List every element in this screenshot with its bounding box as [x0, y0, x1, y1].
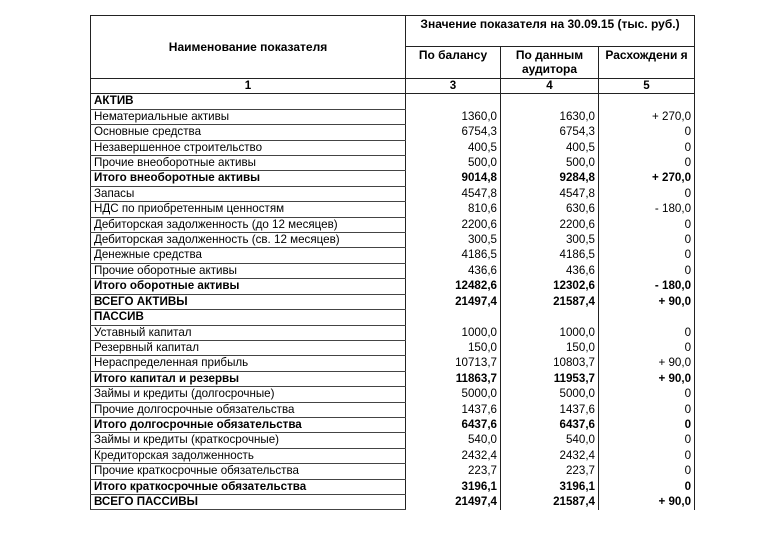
table-row	[91, 279, 695, 294]
row-name: Денежные средства	[91, 248, 406, 263]
row-auditor	[501, 310, 599, 325]
row-name: Дебиторская задолженность (до 12 месяцев)	[91, 217, 406, 232]
row-balance: 4186,5	[406, 248, 501, 263]
row-auditor: 540,0	[501, 433, 599, 448]
balance-comparison-table	[90, 15, 695, 510]
row-auditor: 11953,7	[501, 371, 599, 386]
table-row	[91, 186, 695, 201]
row-auditor: 21587,4	[501, 294, 599, 309]
row-discrepancy: + 270,0	[599, 109, 695, 124]
header-indicator-name: Наименование показателя	[91, 16, 406, 79]
row-name: Итого капитал и резервы	[91, 371, 406, 386]
row-discrepancy: 0	[599, 448, 695, 463]
row-balance: 4547,8	[406, 186, 501, 201]
row-name: АКТИВ	[91, 94, 406, 109]
table-row	[91, 448, 695, 463]
row-auditor: 3196,1	[501, 479, 599, 494]
row-balance: 9014,8	[406, 171, 501, 186]
row-auditor: 2200,6	[501, 217, 599, 232]
row-auditor: 500,0	[501, 156, 599, 171]
row-auditor: 4547,8	[501, 186, 599, 201]
table-row	[91, 125, 695, 140]
row-balance: 1000,0	[406, 325, 501, 340]
table-row	[91, 294, 695, 309]
row-auditor: 1000,0	[501, 325, 599, 340]
row-discrepancy: 0	[599, 140, 695, 155]
table-row	[91, 263, 695, 278]
row-balance: 436,6	[406, 263, 501, 278]
row-auditor: 10803,7	[501, 356, 599, 371]
table-row	[91, 140, 695, 155]
row-balance: 300,5	[406, 233, 501, 248]
header-value-group: Значение показателя на 30.09.15 (тыс. руб.)	[406, 16, 695, 47]
row-discrepancy: 0	[599, 387, 695, 402]
row-name: Нераспределенная прибыль	[91, 356, 406, 371]
table-row	[91, 402, 695, 417]
row-auditor: 400,5	[501, 140, 599, 155]
table-row	[91, 387, 695, 402]
row-auditor: 150,0	[501, 340, 599, 355]
column-number-4: 4	[501, 79, 599, 94]
row-discrepancy	[599, 94, 695, 109]
row-balance: 3196,1	[406, 479, 501, 494]
row-name: ПАССИВ	[91, 310, 406, 325]
row-discrepancy	[599, 310, 695, 325]
row-auditor: 2432,4	[501, 448, 599, 463]
row-name: Прочие долгосрочные обязательства	[91, 402, 406, 417]
row-name: Итого долгосрочные обязательства	[91, 417, 406, 432]
column-number-1: 1	[91, 79, 406, 94]
row-discrepancy: 0	[599, 125, 695, 140]
row-auditor: 5000,0	[501, 387, 599, 402]
row-auditor: 436,6	[501, 263, 599, 278]
row-name: Итого краткосрочные обязательства	[91, 479, 406, 494]
row-balance: 540,0	[406, 433, 501, 448]
table-row	[91, 310, 695, 325]
row-discrepancy: 0	[599, 217, 695, 232]
table-row	[91, 248, 695, 263]
row-auditor: 9284,8	[501, 171, 599, 186]
row-name: Займы и кредиты (краткосрочные)	[91, 433, 406, 448]
row-balance	[406, 310, 501, 325]
row-balance: 21497,4	[406, 494, 501, 509]
row-discrepancy: + 90,0	[599, 371, 695, 386]
row-auditor: 300,5	[501, 233, 599, 248]
row-balance: 21497,4	[406, 294, 501, 309]
row-name: Займы и кредиты (долгосрочные)	[91, 387, 406, 402]
row-discrepancy: 0	[599, 263, 695, 278]
row-balance: 2200,6	[406, 217, 501, 232]
row-balance: 810,6	[406, 202, 501, 217]
row-balance: 500,0	[406, 156, 501, 171]
row-discrepancy: 0	[599, 417, 695, 432]
row-name: Итого оборотные активы	[91, 279, 406, 294]
row-balance: 10713,7	[406, 356, 501, 371]
table-row	[91, 156, 695, 171]
row-balance: 1437,6	[406, 402, 501, 417]
row-auditor: 21587,4	[501, 494, 599, 509]
row-name: Уставный капитал	[91, 325, 406, 340]
row-discrepancy: 0	[599, 402, 695, 417]
table-row	[91, 417, 695, 432]
header-by-balance: По балансу	[406, 47, 501, 79]
row-name: Прочие оборотные активы	[91, 263, 406, 278]
table-row	[91, 109, 695, 124]
table-row	[91, 340, 695, 355]
row-discrepancy: 0	[599, 464, 695, 479]
row-balance: 11863,7	[406, 371, 501, 386]
table-row	[91, 202, 695, 217]
row-balance: 6437,6	[406, 417, 501, 432]
table-row	[91, 433, 695, 448]
row-discrepancy: 0	[599, 248, 695, 263]
row-discrepancy: + 90,0	[599, 356, 695, 371]
row-auditor: 6437,6	[501, 417, 599, 432]
row-discrepancy: + 90,0	[599, 494, 695, 509]
row-discrepancy: 0	[599, 325, 695, 340]
row-auditor: 6754,3	[501, 125, 599, 140]
row-balance: 6754,3	[406, 125, 501, 140]
row-name: ВСЕГО ПАССИВЫ	[91, 494, 406, 509]
row-name: Нематериальные активы	[91, 109, 406, 124]
header-discrepancy: Расхождени я	[599, 47, 695, 79]
row-balance	[406, 94, 501, 109]
table-row	[91, 356, 695, 371]
row-name: НДС по приобретенным ценностям	[91, 202, 406, 217]
row-discrepancy: + 270,0	[599, 171, 695, 186]
column-number-3: 3	[406, 79, 501, 94]
header-by-auditor: По данным аудитора	[501, 47, 599, 79]
row-balance: 400,5	[406, 140, 501, 155]
row-discrepancy: + 90,0	[599, 294, 695, 309]
row-discrepancy: 0	[599, 156, 695, 171]
column-number-5: 5	[599, 79, 695, 94]
row-discrepancy: 0	[599, 340, 695, 355]
row-name: Незавершенное строительство	[91, 140, 406, 155]
row-auditor: 4186,5	[501, 248, 599, 263]
row-name: Запасы	[91, 186, 406, 201]
table-row	[91, 464, 695, 479]
row-discrepancy: - 180,0	[599, 202, 695, 217]
row-balance: 150,0	[406, 340, 501, 355]
row-balance: 5000,0	[406, 387, 501, 402]
row-auditor: 1437,6	[501, 402, 599, 417]
row-name: ВСЕГО АКТИВЫ	[91, 294, 406, 309]
row-name: Дебиторская задолженность (св. 12 месяцев)	[91, 233, 406, 248]
row-name: Кредиторская задолженность	[91, 448, 406, 463]
table-row	[91, 171, 695, 186]
row-name: Прочие внеоборотные активы	[91, 156, 406, 171]
row-discrepancy: 0	[599, 433, 695, 448]
row-name: Прочие краткосрочные обязательства	[91, 464, 406, 479]
table-row	[91, 233, 695, 248]
row-balance: 2432,4	[406, 448, 501, 463]
row-balance: 12482,6	[406, 279, 501, 294]
table-row	[91, 479, 695, 494]
table-row	[91, 217, 695, 232]
table-row	[91, 494, 695, 509]
row-discrepancy: 0	[599, 479, 695, 494]
row-auditor: 12302,6	[501, 279, 599, 294]
row-auditor	[501, 94, 599, 109]
row-auditor: 223,7	[501, 464, 599, 479]
row-auditor: 1630,0	[501, 109, 599, 124]
row-name: Резервный капитал	[91, 340, 406, 355]
table-row	[91, 94, 695, 109]
row-balance: 223,7	[406, 464, 501, 479]
row-discrepancy: 0	[599, 233, 695, 248]
table-row	[91, 371, 695, 386]
row-discrepancy: 0	[599, 186, 695, 201]
row-name: Итого внеоборотные активы	[91, 171, 406, 186]
row-balance: 1360,0	[406, 109, 501, 124]
table-row	[91, 325, 695, 340]
row-name: Основные средства	[91, 125, 406, 140]
row-auditor: 630,6	[501, 202, 599, 217]
row-discrepancy: - 180,0	[599, 279, 695, 294]
